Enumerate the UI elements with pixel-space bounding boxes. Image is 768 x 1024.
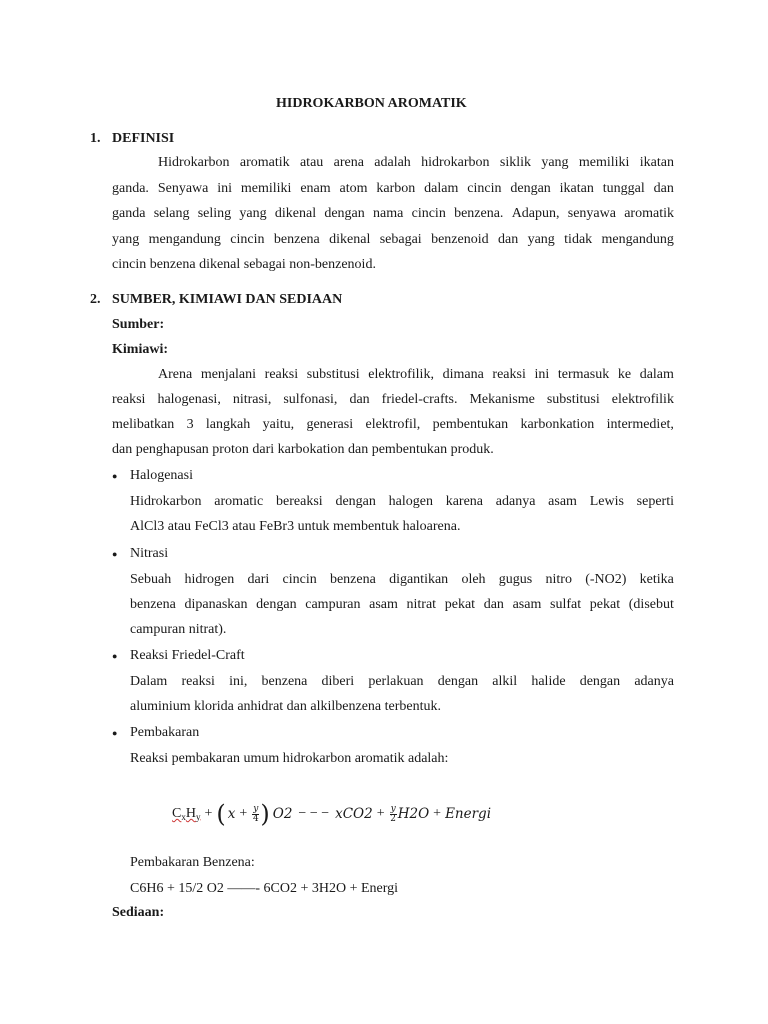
bullet-dot-icon: ●: [112, 728, 118, 738]
eq-h2o: H2O: [397, 806, 430, 822]
eq-right-paren: ): [260, 800, 270, 828]
word: benzena: [329, 572, 376, 587]
paragraph-line: [112, 416, 674, 434]
section-heading: SUMBER, KIMIAWI DAN SEDIAAN: [112, 292, 343, 307]
word: adanya: [495, 494, 536, 509]
paragraph-line: [112, 391, 674, 409]
word: hidrokarbon: [421, 155, 490, 170]
word: nitro: [545, 572, 572, 587]
bullet-text-line: Reaksi pembakaran umum hidrokarbon aromatik adalah:: [130, 751, 449, 766]
bullet-text-line: [130, 571, 674, 589]
word: ikatan: [639, 155, 674, 170]
word: 3: [186, 417, 194, 432]
word: dengan: [437, 674, 479, 689]
paragraph-line: [112, 231, 674, 249]
word: substitusi: [306, 367, 360, 382]
word: intermediet,: [606, 417, 674, 432]
word: asam: [548, 494, 577, 509]
word: ini,: [229, 674, 248, 689]
word: benzena.: [454, 206, 504, 221]
word: selang: [153, 206, 190, 221]
word: reaksi: [492, 367, 526, 382]
word: tidak: [564, 232, 593, 247]
bullet-title: Pembakaran: [130, 725, 200, 740]
word: alkil: [492, 674, 518, 689]
word: yang: [527, 232, 555, 247]
word: friedel-crafts.: [381, 392, 458, 407]
paragraph-line: [112, 205, 674, 223]
section-number: 2.: [90, 292, 101, 307]
word: karbon: [376, 181, 416, 196]
word: digantikan: [389, 572, 449, 587]
word: hidrogen: [184, 572, 235, 587]
word: halogenasi,: [157, 392, 221, 407]
word: dengan: [256, 597, 297, 612]
word: sebagai: [379, 232, 422, 247]
word: benzena: [273, 232, 320, 247]
eq-dashes: − − −: [298, 806, 330, 821]
word: mengandung: [148, 232, 221, 247]
eq-o2: O2: [272, 806, 293, 822]
bullet-text-line: aluminium klorida anhidrat dan alkilbenzena terbentuk.: [130, 699, 442, 714]
eq-plus: +: [239, 806, 248, 821]
word: reaksi: [264, 367, 299, 382]
word: cincin: [411, 206, 446, 221]
word: dengan: [335, 494, 376, 509]
word: nitrat: [406, 597, 437, 612]
bullet-title: Halogenasi: [130, 468, 193, 483]
word: enam: [300, 181, 331, 196]
word: dan: [483, 597, 504, 612]
eq-plus: +: [433, 806, 442, 821]
word: memiliki: [240, 181, 292, 196]
word: atom: [339, 181, 368, 196]
word: dipanaskan: [184, 597, 248, 612]
word: Hidrokarbon: [158, 155, 230, 170]
bullet-dot-icon: ●: [112, 471, 118, 481]
word: perlakuan: [368, 674, 424, 689]
benzene-combustion-equation: C6H6 + 15/2 O2 ——- 6CO2 + 3H2O + Energi: [130, 881, 399, 896]
word: pembentukan: [432, 417, 509, 432]
word: dalam: [639, 367, 674, 382]
word: arena: [333, 155, 364, 170]
word: aromatic: [214, 494, 264, 509]
word: asam: [369, 597, 398, 612]
word: ganda: [112, 206, 146, 221]
word: adanya: [634, 674, 674, 689]
word: dalam: [424, 181, 459, 196]
word: cincin: [467, 181, 502, 196]
eq-plus: +: [204, 806, 213, 821]
word: substitusi: [546, 392, 600, 407]
bullet-text-line: [130, 596, 674, 614]
document-title: HIDROKARBON AROMATIK: [276, 96, 467, 111]
bullet-dot-icon: ●: [112, 549, 118, 559]
benzene-combustion-label: Pembakaran Benzena:: [130, 855, 255, 870]
word: Sebuah: [130, 572, 172, 587]
word: asam: [512, 597, 542, 612]
word: seling: [197, 206, 232, 221]
word: siklik: [499, 155, 532, 170]
word: benzena: [261, 674, 308, 689]
word: reaksi: [181, 674, 215, 689]
word: elektrofilik: [611, 392, 674, 407]
bullet-title: Nitrasi: [130, 546, 169, 561]
word: ini: [217, 181, 233, 196]
word: oleh: [461, 572, 486, 587]
word: elektrofilik,: [368, 367, 434, 382]
word: nitrasi,: [232, 392, 272, 407]
eq-plus: +: [376, 806, 385, 821]
bullet-title: Reaksi Friedel-Craft: [130, 648, 245, 663]
word: aromatik: [624, 206, 674, 221]
combustion-equation: [172, 800, 491, 828]
word: Senyawa: [157, 181, 209, 196]
word: dikenal: [274, 206, 317, 221]
word: dan: [349, 392, 370, 407]
word: Mekanisme: [469, 392, 535, 407]
word: sulfonasi,: [283, 392, 338, 407]
word: adalah: [374, 155, 411, 170]
word: termasuk: [557, 367, 610, 382]
word: elektrofil,: [365, 417, 421, 432]
word: ke: [617, 367, 632, 382]
paragraph-line: cincin benzena dikenal sebagai non-benzenoid.: [112, 257, 376, 272]
word: (-NO2): [585, 572, 627, 587]
word: ini: [534, 367, 550, 382]
word: aromatik: [239, 155, 290, 170]
word: reaksi: [112, 392, 146, 407]
word: campuran: [305, 597, 361, 612]
word: mengandung: [601, 232, 674, 247]
word: langkah: [205, 417, 251, 432]
word: ketika: [639, 572, 674, 587]
word: pekat: [444, 597, 476, 612]
word: atau: [299, 155, 324, 170]
eq-cxhy: $C_xH_y$: [172, 806, 201, 822]
word: senyawa: [567, 206, 616, 221]
paragraph-line: [112, 180, 674, 198]
word: Adapun,: [511, 206, 560, 221]
eq-energi: Energi: [445, 806, 492, 822]
word: gugus: [498, 572, 533, 587]
subheading-kimiawi: Kimiawi:: [112, 342, 168, 357]
word: menjalani: [200, 367, 257, 382]
word: ganda.: [112, 181, 149, 196]
eq-fraction-y-over-2: $\frac{y}{2}$: [390, 803, 397, 824]
word: cincin: [282, 572, 317, 587]
word: yang: [541, 155, 569, 170]
word: dan: [497, 232, 519, 247]
bullet-text-line: campuran nitrat).: [130, 622, 227, 637]
word: Dalam: [130, 674, 168, 689]
word: nama: [373, 206, 404, 221]
paragraph-line: [158, 366, 674, 384]
word: Lewis: [589, 494, 624, 509]
subheading-sumber: Sumber:: [112, 317, 165, 332]
section-number: 1.: [90, 131, 101, 146]
word: dengan: [579, 674, 621, 689]
word: dikenal: [329, 232, 371, 247]
word: (disebut: [628, 597, 674, 612]
word: karena: [445, 494, 484, 509]
word: yaitu,: [262, 417, 295, 432]
word: Arena: [158, 367, 193, 382]
word: halogen: [388, 494, 433, 509]
paragraph-line: dan penghapusan proton dari karbokation dan pembentukan produk.: [112, 442, 494, 457]
bullet-text-line: [130, 673, 674, 691]
word: dengan: [324, 206, 365, 221]
word: dengan: [510, 181, 551, 196]
word: sulfat: [550, 597, 582, 612]
word: dimana: [442, 367, 484, 382]
word: dari: [247, 572, 270, 587]
word: benzena: [130, 597, 176, 612]
word: diberi: [321, 674, 355, 689]
word: karbonkation: [520, 417, 595, 432]
paragraph-line: [158, 154, 674, 172]
section-heading: DEFINISI: [112, 131, 175, 146]
word: cincin: [230, 232, 265, 247]
word: generasi: [306, 417, 354, 432]
subheading-sediaan: Sediaan:: [112, 905, 165, 920]
bullet-text-line: AlCl3 atau FeCl3 atau FeBr3 untuk membentuk haloarena.: [130, 519, 461, 534]
word: seperti: [636, 494, 674, 509]
word: benzenoid: [431, 232, 489, 247]
bullet-text-line: [130, 493, 674, 511]
eq-xco2: xCO2: [335, 806, 373, 822]
word: melibatkan: [112, 417, 175, 432]
eq-fraction-y-over-4: $\frac{y}{4}$: [252, 803, 259, 824]
word: ikatan: [559, 181, 594, 196]
bullet-dot-icon: ●: [112, 651, 118, 661]
word: Hidrokarbon: [130, 494, 202, 509]
word: tunggal: [602, 181, 645, 196]
eq-x: x: [227, 806, 236, 822]
word: dan: [653, 181, 674, 196]
eq-left-paren: (: [216, 800, 226, 828]
word: bereaksi: [276, 494, 323, 509]
word: pekat: [589, 597, 621, 612]
word: halide: [531, 674, 566, 689]
word: yang: [112, 232, 140, 247]
word: memiliki: [578, 155, 630, 170]
word: yang: [239, 206, 267, 221]
